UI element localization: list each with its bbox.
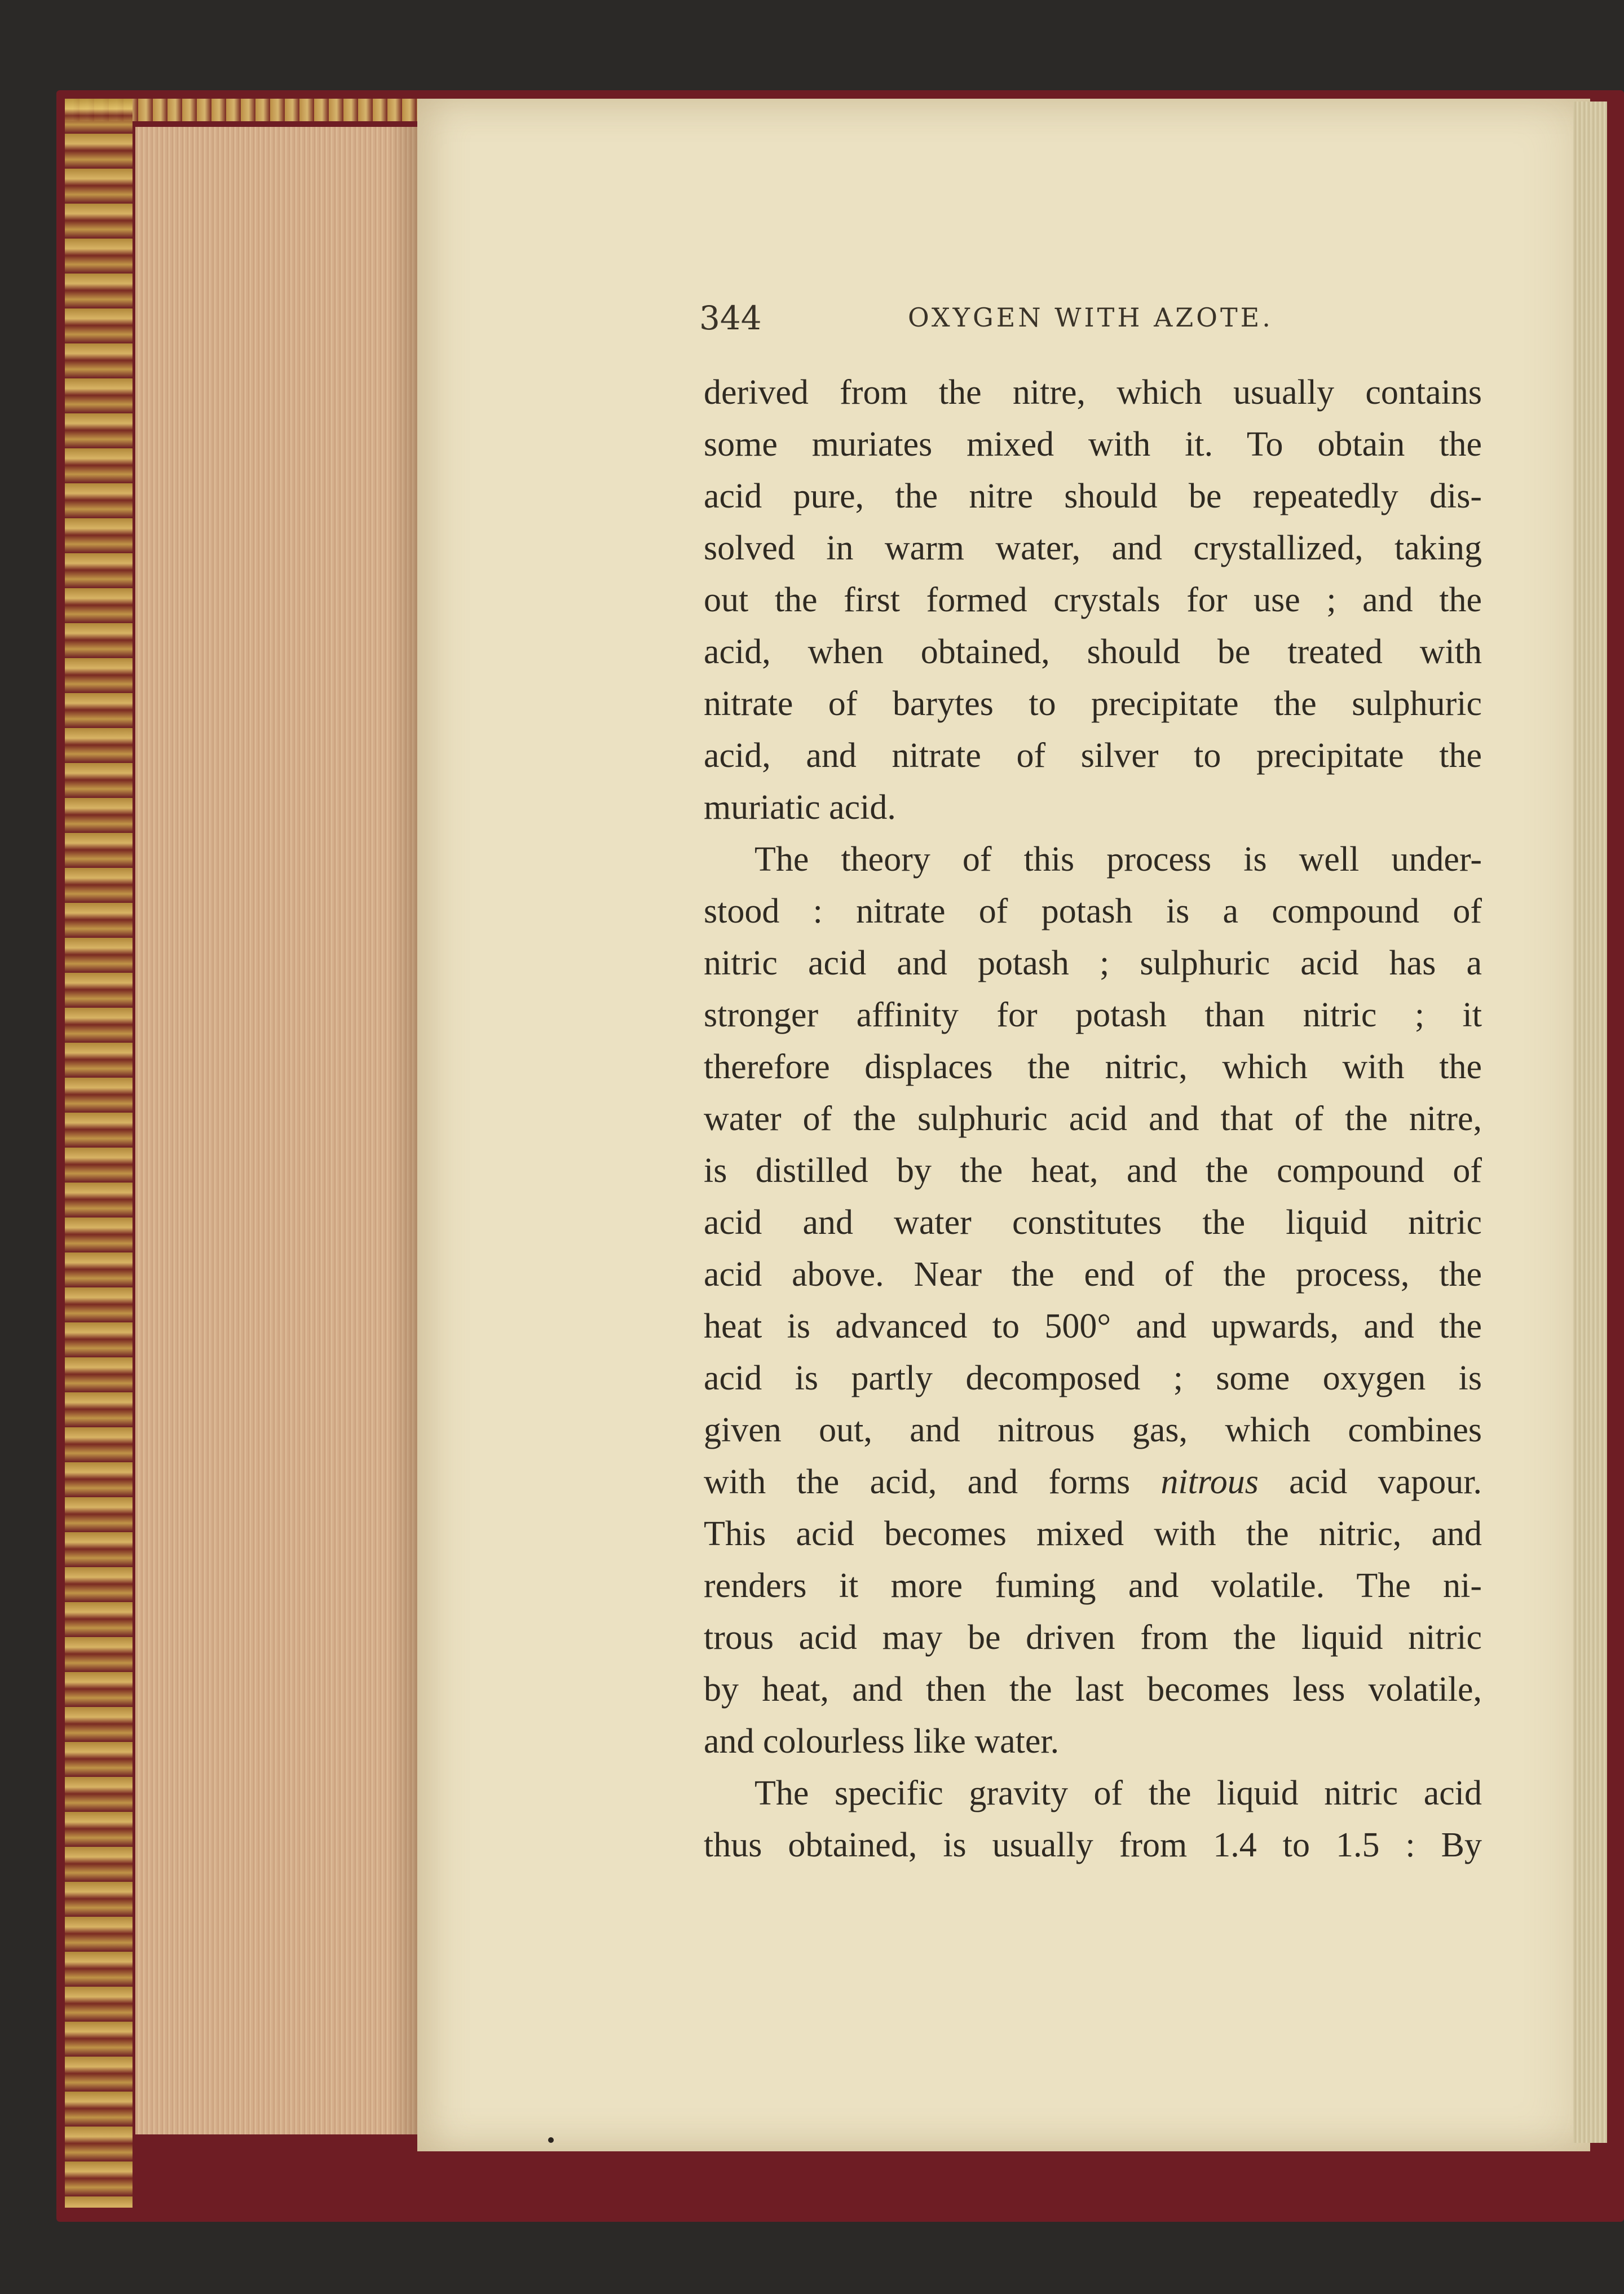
ink-speck xyxy=(548,2137,554,2143)
text-line: is distilled by the heat, and the compound of xyxy=(704,1152,1482,1190)
text-line: nitrate of barytes to precipitate the sulphuric xyxy=(704,685,1482,723)
text-line: acid above. Near the end of the process, the xyxy=(704,1255,1482,1294)
text-line: The theory of this process is well under- xyxy=(754,840,1482,879)
text-line: some muriates mixed with it. To obtain the xyxy=(704,425,1482,464)
page-gutter-shadow xyxy=(389,127,417,2134)
text-line: acid, when obtained, should be treated with xyxy=(704,633,1482,671)
text-line: acid is partly decomposed ; some oxygen is xyxy=(704,1359,1482,1397)
text-line: therefore displaces the nitric, which with the xyxy=(704,1048,1482,1086)
italic-word: nitrous xyxy=(1160,1463,1259,1501)
text-line: by heat, and then the last becomes less volatile, xyxy=(704,1670,1482,1709)
text-line: out the first formed crystals for use ; and the xyxy=(704,581,1482,619)
text-line: trous acid may be driven from the liquid nitric xyxy=(704,1618,1482,1657)
text-segment: with the acid, and forms xyxy=(704,1463,1131,1501)
text-line: nitric acid and potash ; sulphuric acid has a xyxy=(704,944,1482,982)
text-line: heat is advanced to 500° and upwards, and the xyxy=(704,1307,1482,1345)
text-line: stood : nitrate of potash is a compound of xyxy=(704,892,1482,930)
text-line: muriatic acid. xyxy=(704,788,896,827)
running-head: OXYGEN WITH AZOTE. xyxy=(908,302,1273,333)
text-line: The specific gravity of the liquid nitric acid xyxy=(754,1774,1482,1812)
page-edge-right xyxy=(1573,102,1607,2143)
text-line xyxy=(704,1456,1482,1508)
text-line: acid pure, the nitre should be repeatedly dis- xyxy=(704,477,1482,515)
text-line: stronger affinity for potash than nitric ; it xyxy=(704,996,1482,1034)
text-line: acid, and nitrate of silver to precipitate the xyxy=(704,736,1482,775)
text-line: solved in warm water, and crystallized, taking xyxy=(704,529,1482,567)
text-line: and colourless like water. xyxy=(704,1722,1060,1761)
text-segment: acid vapour. xyxy=(1289,1463,1482,1501)
page-header xyxy=(699,299,1489,344)
text-line: acid and water constitutes the liquid nitric xyxy=(704,1203,1482,1242)
text-line: renders it more fuming and volatile. The ni- xyxy=(704,1567,1482,1605)
text-line: derived from the nitre, which usually contains xyxy=(704,373,1482,412)
text-line: This acid becomes mixed with the nitric, and xyxy=(704,1515,1482,1553)
page-edge-block xyxy=(135,127,417,2134)
page-number: 344 xyxy=(699,299,762,337)
text-line: given out, and nitrous gas, which combines xyxy=(704,1411,1482,1449)
text-line: thus obtained, is usually from 1.4 to 1.5 : By xyxy=(704,1826,1482,1864)
text-line: water of the sulphuric acid and that of the nitre, xyxy=(704,1100,1482,1138)
gilt-border-left xyxy=(65,99,133,2208)
body-text xyxy=(704,367,1482,1871)
